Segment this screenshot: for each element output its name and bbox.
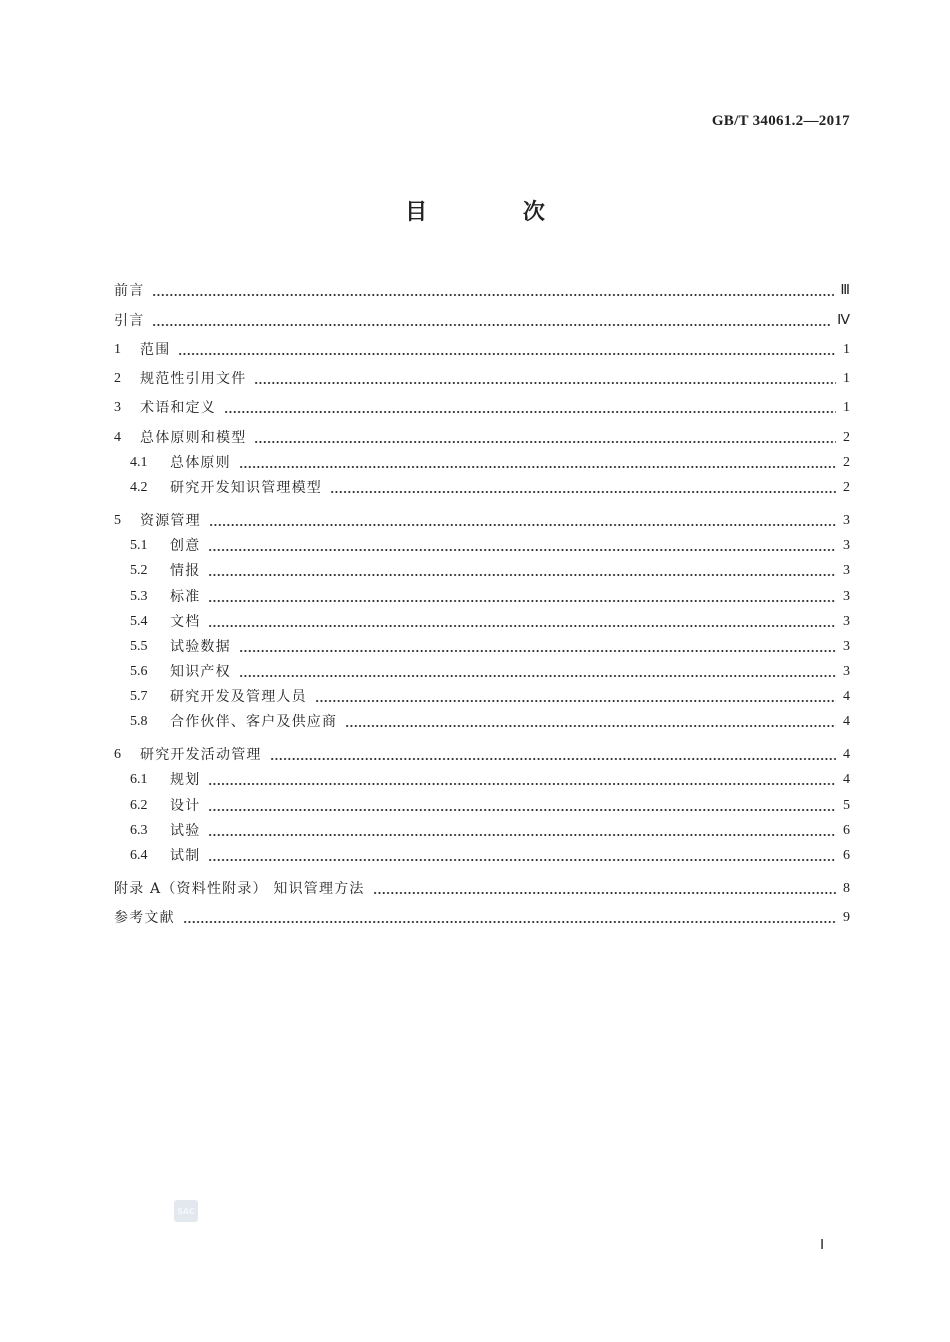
toc-entry-title: 规范性引用文件 (140, 371, 247, 388)
dot-leader (270, 757, 836, 761)
toc-entry-page: Ⅳ (837, 312, 850, 328)
toc-entry-page: 1 (843, 400, 850, 416)
toc-entry-label (114, 638, 231, 656)
toc-entry-number: 5.6 (130, 663, 148, 679)
toc-entry-label (114, 847, 200, 865)
toc-entry[interactable] (114, 631, 850, 656)
toc-entry-title: 规划 (170, 772, 201, 789)
dot-leader (152, 323, 831, 327)
toc-entry-page: 3 (843, 513, 850, 529)
toc-entry-number: 4.1 (130, 454, 148, 470)
dot-leader (208, 548, 836, 552)
toc-entry-number: 6.1 (130, 772, 148, 788)
toc-entry[interactable] (114, 330, 850, 359)
toc-entry-page: 6 (843, 847, 850, 863)
dot-leader (239, 465, 836, 469)
toc-entry[interactable] (114, 706, 850, 731)
page-title: 目 次 (405, 200, 589, 225)
dot-leader (239, 674, 836, 678)
toc-entry-title: 试制 (170, 847, 201, 864)
toc-entry-title: 研究开发及管理人员 (170, 688, 307, 705)
toc-entry[interactable] (114, 271, 850, 300)
toc-entry-page: 2 (843, 454, 850, 470)
toc-entry-title: 文档 (170, 613, 201, 630)
dot-leader (208, 624, 836, 628)
standard-code: GB/T 34061.2—2017 (711, 113, 850, 129)
toc-entry-title: 研究开发知识管理模型 (170, 479, 322, 496)
dot-leader (208, 808, 836, 812)
toc-entry-page: Ⅲ (840, 283, 850, 299)
toc-entry[interactable] (114, 300, 850, 329)
dot-leader (254, 440, 836, 444)
toc-entry-title: 研究开发活动管理 (140, 747, 262, 764)
toc-entry[interactable] (114, 417, 850, 446)
dot-leader (208, 858, 836, 862)
toc-entry-label (114, 909, 175, 927)
toc-entry-label (114, 341, 170, 359)
toc-entry-number: 5.1 (130, 538, 148, 554)
toc-entry-number: 6.4 (130, 847, 148, 863)
toc-entry-label (114, 282, 144, 300)
toc-entry-title: 试验数据 (170, 638, 231, 655)
toc-entry-label (114, 562, 200, 580)
toc-entry[interactable] (114, 555, 850, 580)
toc-entry-title: 附录 A（资料性附录） 知识管理方法 (114, 880, 365, 897)
toc-entry-number: 6.3 (130, 822, 148, 838)
toc-entry-number: 6 (114, 747, 121, 763)
dot-leader (224, 410, 836, 414)
toc-entry-number: 4 (114, 429, 121, 445)
toc-entry-title: 引言 (114, 312, 145, 329)
page-number: Ⅰ (820, 1238, 825, 1253)
toc-entry-page: 4 (843, 714, 850, 730)
toc-entry-page: 6 (843, 822, 850, 838)
toc-entry-label (114, 454, 231, 472)
toc-entry-title: 参考文献 (114, 910, 175, 927)
toc-entry[interactable] (114, 840, 850, 865)
toc-entry-page: 3 (843, 538, 850, 554)
toc-entry-label (114, 688, 307, 706)
toc-entry-label (114, 312, 144, 330)
toc-entry-page: 4 (843, 688, 850, 704)
dot-leader (373, 891, 836, 895)
toc-entry-label (114, 713, 337, 731)
toc-entry-label (114, 613, 200, 631)
toc-entry-title: 标准 (170, 588, 201, 605)
toc-entry[interactable] (114, 501, 850, 530)
toc-entry-page: 3 (843, 613, 850, 629)
dot-leader (254, 381, 836, 385)
toc-entry[interactable] (114, 681, 850, 706)
toc-entry[interactable] (114, 447, 850, 472)
toc-entry-title: 资源管理 (140, 513, 201, 530)
toc-entry-number: 3 (114, 400, 121, 416)
toc-entry-number: 5.4 (130, 613, 148, 629)
dot-leader (183, 920, 836, 924)
toc-entry-title: 情报 (170, 563, 201, 580)
toc-entry-label (114, 588, 200, 606)
toc-entry-label (114, 399, 216, 417)
table-of-contents (114, 271, 850, 927)
toc-entry[interactable] (114, 656, 850, 681)
toc-entry-title: 创意 (170, 538, 201, 555)
toc-entry-number: 5.2 (130, 563, 148, 579)
toc-entry[interactable] (114, 764, 850, 789)
toc-entry-page: 1 (843, 341, 850, 357)
sac-logo: SAC (174, 1200, 198, 1222)
toc-entry[interactable] (114, 815, 850, 840)
toc-entry-title: 总体原则 (170, 454, 231, 471)
dot-leader (209, 523, 836, 527)
toc-entry-number: 5 (114, 513, 121, 529)
toc-entry-label (114, 746, 262, 764)
toc-entry-page: 8 (843, 880, 850, 896)
toc-entry-page: 2 (843, 429, 850, 445)
toc-entry-page: 1 (843, 371, 850, 387)
toc-entry-label (114, 479, 322, 497)
toc-entry-label (114, 663, 231, 681)
toc-entry-number: 1 (114, 341, 121, 357)
toc-entry-number: 2 (114, 371, 121, 387)
toc-entry-title: 前言 (114, 283, 145, 300)
toc-entry-number: 6.2 (130, 797, 148, 813)
toc-entry-label (114, 370, 246, 388)
toc-entry[interactable] (114, 869, 850, 898)
toc-entry-page: 3 (843, 563, 850, 579)
dot-leader (345, 724, 836, 728)
toc-entry[interactable] (114, 735, 850, 764)
toc-entry-page: 9 (843, 910, 850, 926)
dot-leader (315, 699, 836, 703)
toc-entry-label (114, 797, 200, 815)
dot-leader (330, 490, 836, 494)
toc-entry[interactable] (114, 530, 850, 555)
toc-entry[interactable] (114, 789, 850, 814)
toc-entry-label (114, 822, 200, 840)
dot-leader (208, 599, 836, 603)
toc-entry-title: 设计 (170, 797, 201, 814)
toc-entry-label (114, 880, 365, 898)
toc-entry[interactable] (114, 580, 850, 605)
toc-entry-number: 5.8 (130, 714, 148, 730)
toc-entry[interactable] (114, 898, 850, 927)
toc-entry-title: 术语和定义 (140, 400, 216, 417)
toc-entry-label (114, 771, 200, 789)
toc-entry-title: 知识产权 (170, 663, 231, 680)
dot-leader (208, 833, 836, 837)
toc-entry[interactable] (114, 388, 850, 417)
toc-entry-page: 4 (843, 747, 850, 763)
toc-entry-page: 2 (843, 479, 850, 495)
toc-entry-title: 范围 (140, 341, 171, 358)
toc-entry-page: 3 (843, 638, 850, 654)
toc-entry[interactable] (114, 472, 850, 497)
toc-entry-label (114, 512, 201, 530)
toc-entry-number: 5.7 (130, 688, 148, 704)
toc-entry-page: 3 (843, 663, 850, 679)
toc-entry-label (114, 429, 246, 447)
toc-entry-page: 4 (843, 772, 850, 788)
dot-leader (239, 649, 836, 653)
toc-entry-number: 4.2 (130, 479, 148, 495)
toc-entry[interactable] (114, 606, 850, 631)
toc-entry-number: 5.3 (130, 588, 148, 604)
toc-entry-number: 5.5 (130, 638, 148, 654)
toc-entry-page: 5 (843, 797, 850, 813)
toc-entry-title: 合作伙伴、客户及供应商 (170, 714, 338, 731)
toc-entry-title: 试验 (170, 822, 201, 839)
toc-entry[interactable] (114, 359, 850, 388)
toc-entry-label (114, 537, 200, 555)
toc-entry-title: 总体原则和模型 (140, 429, 247, 446)
dot-leader (152, 293, 834, 297)
dot-leader (208, 573, 836, 577)
dot-leader (178, 352, 836, 356)
dot-leader (208, 782, 836, 786)
toc-entry-page: 3 (843, 588, 850, 604)
